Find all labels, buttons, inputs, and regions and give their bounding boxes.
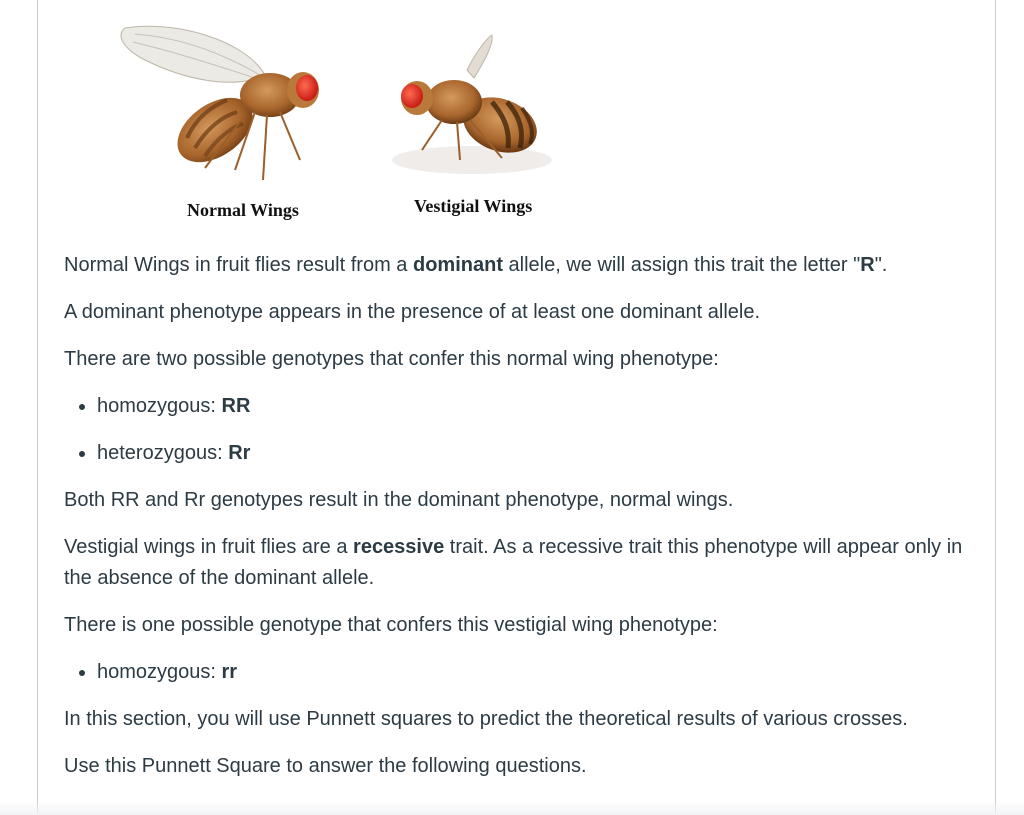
vestigial-wings-fly-image (382, 30, 557, 180)
paragraph-use-punnett: Use this Punnett Square to answer the following questions. (64, 755, 587, 777)
normal-wings-fly-image (115, 20, 335, 185)
recessive-term: recessive (353, 536, 445, 558)
genotype-value: RR (221, 395, 251, 417)
paragraph-one-genotype: There is one possible genotype that confers this vestigial wing phenotype: (64, 614, 718, 636)
paragraph-both-genotypes: Both RR and Rr genotypes result in the dominant phenotype, normal wings. (64, 489, 734, 511)
p1-text: Normal Wings in fruit flies result from a (64, 254, 413, 276)
normal-genotype-list (64, 391, 969, 469)
genotype-label: homozygous: (97, 661, 222, 683)
vestigial-genotype-list (64, 657, 969, 688)
paragraph-dominant-phenotype: A dominant phenotype appears in the presence of at least one dominant allele. (64, 301, 761, 323)
paragraph-recessive-trait (64, 532, 969, 594)
lesson-content (64, 250, 969, 798)
p5-text-cont: trait. As a recessive trait this phenotype will appear only in the absence of the dominant allele. (64, 536, 963, 589)
p5-text: Vestigial wings in fruit flies are a (64, 536, 354, 558)
paragraph-punnett-intro: In this section, you will use Punnett squares to predict the theoretical results of various crosses. (64, 708, 908, 730)
list-item-homozygous-dominant (97, 391, 969, 422)
list-item-homozygous-recessive (97, 657, 969, 688)
genotype-label: homozygous: (97, 395, 222, 417)
genotype-label: heterozygous: (97, 442, 229, 464)
genotype-value: rr (221, 661, 238, 683)
genotype-value: Rr (228, 442, 251, 464)
p1-text-end: ". (874, 254, 888, 276)
paragraph-two-genotypes: There are two possible genotypes that confer this normal wing phenotype: (64, 348, 719, 370)
vestigial-wings-caption: Vestigial Wings (414, 196, 533, 216)
normal-wings-caption: Normal Wings (187, 200, 299, 220)
bottom-scroll-fade (0, 801, 1024, 815)
p1-text-cont: allele, we will assign this trait the letter " (502, 254, 861, 276)
dominant-term: dominant (412, 254, 503, 276)
content-frame-left-border (37, 0, 38, 815)
content-frame-right-border (995, 0, 996, 815)
paragraph-dominant-allele (64, 250, 969, 281)
list-item-heterozygous (97, 438, 969, 469)
letter-r: R (860, 254, 875, 276)
